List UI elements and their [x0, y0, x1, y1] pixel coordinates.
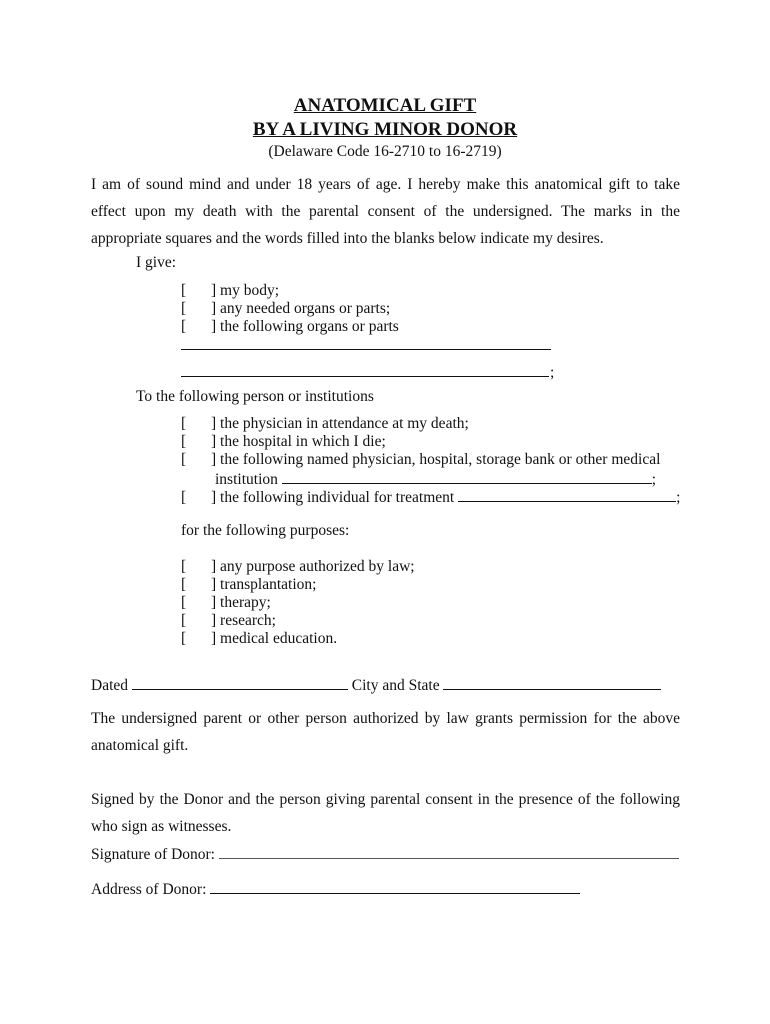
checkbox-bracket: [ — [181, 415, 187, 432]
give-option-body[interactable] — [181, 282, 279, 300]
statute-reference: (Delaware Code 16-2710 to 16-2719) — [268, 143, 502, 160]
purpose-option-label: ] therapy; — [211, 594, 271, 611]
signature-blank[interactable] — [219, 844, 679, 859]
organs-blank-line-2[interactable] — [181, 376, 549, 377]
institution-blank[interactable] — [282, 469, 652, 484]
purpose-option-law[interactable] — [181, 558, 415, 576]
purpose-option-label: ] transplantation; — [211, 576, 317, 593]
purpose-option-label: ] medical education. — [211, 630, 338, 647]
individual-end-mark: ; — [676, 489, 681, 506]
signature-row — [91, 844, 679, 864]
recipient-option-hospital[interactable] — [181, 433, 386, 451]
address-blank[interactable] — [210, 879, 580, 894]
institution-label: institution — [215, 471, 278, 488]
recipient-option-label: ] the hospital in which I die; — [211, 433, 386, 450]
title-line-2: BY A LIVING MINOR DONOR — [252, 119, 518, 140]
purpose-option-transplantation[interactable] — [181, 576, 316, 594]
title-line-1: ANATOMICAL GIFT — [293, 95, 477, 116]
city-state-label: City and State — [351, 677, 440, 694]
purpose-option-therapy[interactable] — [181, 594, 271, 612]
organs-end-mark: ; — [550, 364, 555, 381]
signature-label: Signature of Donor: — [91, 846, 215, 863]
recipient-option-label: ] the following individual for treatment — [211, 489, 455, 506]
dated-blank[interactable] — [132, 675, 348, 690]
checkbox-bracket: [ — [181, 612, 187, 629]
checkbox-bracket: [ — [181, 630, 187, 647]
recipient-option-named[interactable] — [181, 451, 660, 469]
address-row — [91, 879, 580, 899]
give-option-following[interactable] — [181, 318, 399, 336]
intro-paragraph: I am of sound mind and under 18 years of age. I hereby make this anatomical gift to take effect upon my death with the parental consent of the undersigned. The marks in the appropriate squares and the words filled into the blanks below indicate my desires. — [91, 176, 680, 247]
recipient-option-individual[interactable] — [181, 487, 680, 507]
purpose-option-education[interactable] — [181, 630, 337, 648]
city-state-blank[interactable] — [443, 675, 661, 690]
institution-end-mark: ; — [651, 471, 657, 488]
purpose-option-research[interactable] — [181, 612, 276, 630]
checkbox-bracket: [ — [181, 433, 187, 450]
checkbox-bracket: [ — [181, 594, 187, 611]
institution-row — [215, 469, 656, 489]
give-option-label: ] my body; — [211, 282, 280, 299]
checkbox-bracket: [ — [181, 558, 187, 575]
dated-label: Dated — [91, 677, 129, 694]
organs-blank-line-1[interactable] — [181, 349, 551, 350]
recipient-option-label: ] the physician in attendance at my death; — [211, 415, 469, 432]
checkbox-bracket: [ — [181, 489, 187, 506]
consent-paragraph: The undersigned parent or other person authorized by law grants permission for the above anatomical gift. — [91, 710, 680, 754]
purpose-option-label: ] any purpose authorized by law; — [211, 558, 415, 575]
give-option-organs[interactable] — [181, 300, 390, 318]
recipients-label: To the following person or institutions — [136, 388, 374, 405]
dated-row — [91, 675, 661, 695]
address-label: Address of Donor: — [91, 881, 207, 898]
recipient-option-label: ] the following named physician, hospital, storage bank or other medical — [211, 451, 661, 468]
checkbox-bracket: [ — [181, 282, 187, 299]
give-option-label: ] the following organs or parts — [211, 318, 399, 335]
purposes-label: for the following purposes: — [181, 522, 350, 539]
witness-paragraph: Signed by the Donor and the person giving parental consent in the presence of the following who sign as witnesses. — [91, 791, 680, 835]
recipient-option-physician[interactable] — [181, 415, 469, 433]
individual-blank[interactable] — [458, 487, 676, 502]
checkbox-bracket: [ — [181, 576, 187, 593]
give-option-label: ] any needed organs or parts; — [211, 300, 391, 317]
checkbox-bracket: [ — [181, 300, 187, 317]
purpose-option-label: ] research; — [211, 612, 276, 629]
checkbox-bracket: [ — [181, 318, 187, 335]
checkbox-bracket: [ — [181, 451, 187, 468]
give-label: I give: — [136, 254, 177, 271]
